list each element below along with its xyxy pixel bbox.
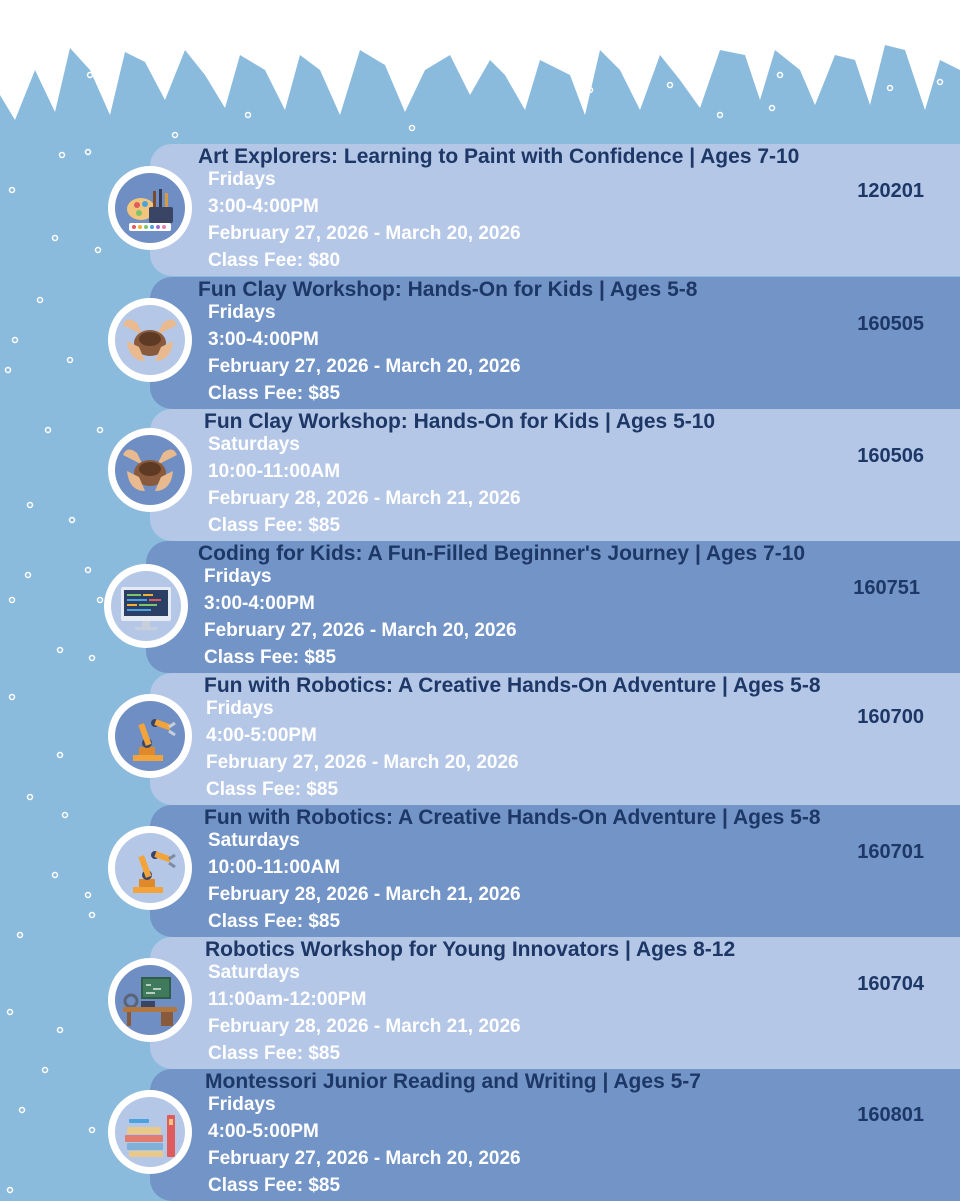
class-card [150, 277, 960, 409]
clay-bowl-icon [115, 305, 185, 375]
class-dates: February 27, 2026 - March 20, 2026 [208, 356, 521, 377]
class-day: Saturdays [208, 962, 300, 983]
class-dates: February 27, 2026 - March 20, 2026 [204, 620, 517, 641]
class-fee: Class Fee: $85 [208, 1043, 341, 1064]
class-code: 120201 [857, 180, 924, 202]
class-icon-badge [108, 166, 192, 250]
class-title: Fun with Robotics: A Creative Hands-On Adventure | Ages 5-8 [204, 674, 821, 697]
class-code: 160506 [857, 445, 924, 467]
class-title: Robotics Workshop for Young Innovators | Ages 8-12 [205, 938, 736, 961]
class-title: Fun Clay Workshop: Hands-On for Kids | Ages 5-8 [198, 278, 698, 301]
class-title: Coding for Kids: A Fun-Filled Beginner's Journey | Ages 7-10 [198, 542, 806, 565]
class-card [150, 144, 960, 276]
class-dates: February 27, 2026 - March 20, 2026 [208, 1148, 521, 1169]
class-fee: Class Fee: $85 [208, 383, 341, 404]
paint-supplies-icon [115, 173, 185, 243]
class-code: 160751 [853, 577, 920, 599]
class-time: 4:00-5:00PM [206, 725, 317, 746]
class-card [150, 409, 960, 541]
computer-monitor-icon [111, 571, 181, 641]
class-dates: February 27, 2026 - March 20, 2026 [208, 223, 521, 244]
robot-arm-icon [115, 833, 185, 903]
book-stack-icon [115, 1097, 185, 1167]
class-icon-badge [108, 428, 192, 512]
class-title: Fun with Robotics: A Creative Hands-On Adventure | Ages 5-8 [204, 806, 821, 829]
class-time: 3:00-4:00PM [208, 329, 319, 350]
class-day: Fridays [204, 566, 272, 587]
class-fee: Class Fee: $85 [206, 779, 339, 800]
robot-arm-icon [115, 701, 185, 771]
class-fee: Class Fee: $85 [204, 647, 337, 668]
class-icon-badge [104, 564, 188, 648]
class-time: 3:00-4:00PM [208, 196, 319, 217]
class-title: Fun Clay Workshop: Hands-On for Kids | Ages 5-10 [204, 410, 716, 433]
class-card [150, 1069, 960, 1201]
class-day: Fridays [208, 1094, 276, 1115]
class-icon-badge [108, 1090, 192, 1174]
class-icon-badge [108, 958, 192, 1042]
class-dates: February 28, 2026 - March 21, 2026 [208, 1016, 521, 1037]
class-day: Fridays [208, 169, 276, 190]
class-icon-badge [108, 694, 192, 778]
class-time: 11:00am-12:00PM [208, 989, 367, 1010]
class-icon-badge [108, 298, 192, 382]
class-code: 160801 [857, 1104, 924, 1126]
class-time: 4:00-5:00PM [208, 1121, 319, 1142]
class-fee: Class Fee: $80 [208, 250, 341, 271]
class-fee: Class Fee: $85 [208, 1175, 341, 1196]
class-icon-badge [108, 826, 192, 910]
class-title: Art Explorers: Learning to Paint with Confidence | Ages 7-10 [198, 145, 800, 168]
class-card [150, 937, 960, 1069]
class-code: 160704 [857, 973, 924, 995]
class-code: 160701 [857, 841, 924, 863]
class-title: Montessori Junior Reading and Writing | Ages 5-7 [205, 1070, 701, 1093]
class-dates: February 27, 2026 - March 20, 2026 [206, 752, 519, 773]
class-card [150, 673, 960, 805]
class-day: Fridays [206, 698, 274, 719]
class-time: 10:00-11:00AM [208, 461, 341, 482]
class-time: 10:00-11:00AM [208, 857, 341, 878]
class-code: 160505 [857, 313, 924, 335]
class-day: Fridays [208, 302, 276, 323]
class-card [150, 805, 960, 937]
class-day: Saturdays [208, 434, 300, 455]
workshop-desk-icon [115, 965, 185, 1035]
class-code: 160700 [857, 706, 924, 728]
class-time: 3:00-4:00PM [204, 593, 315, 614]
class-dates: February 28, 2026 - March 21, 2026 [208, 488, 521, 509]
class-dates: February 28, 2026 - March 21, 2026 [208, 884, 521, 905]
class-card [146, 541, 960, 673]
class-fee: Class Fee: $85 [208, 515, 341, 536]
clay-bowl-icon [115, 435, 185, 505]
class-fee: Class Fee: $85 [208, 911, 341, 932]
class-day: Saturdays [208, 830, 300, 851]
